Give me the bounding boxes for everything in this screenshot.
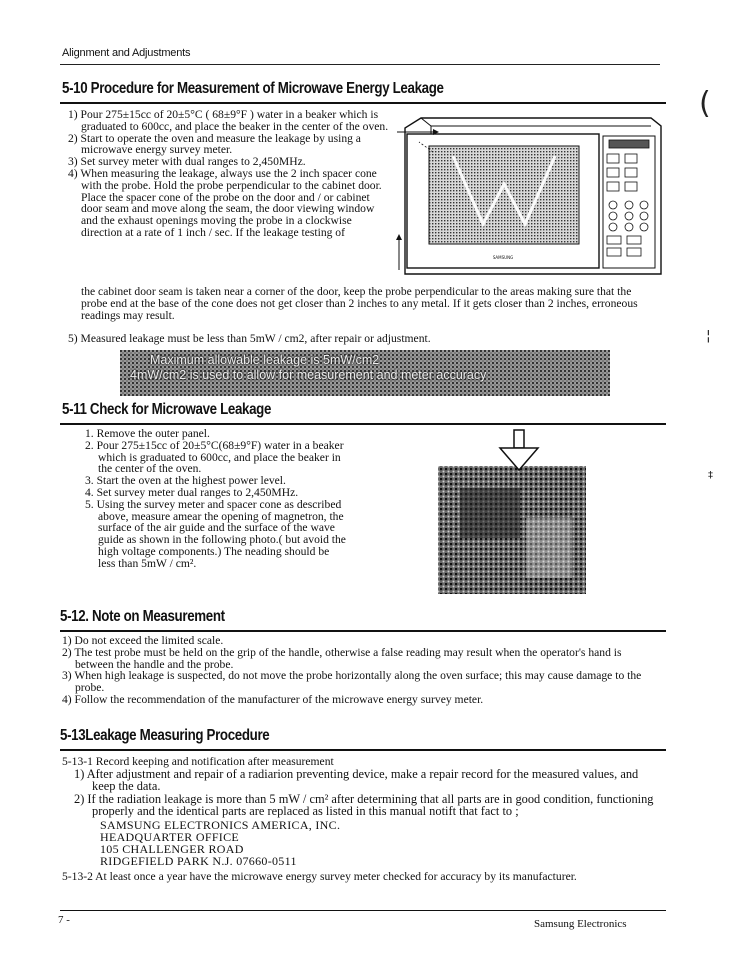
footer-brand: Samsung Electronics — [534, 918, 627, 930]
subsection-5-13-2: 5-13-2 At least once a year have the microwave energy survey meter checked for accuracy by its manufacturer. — [62, 869, 577, 883]
leakage-note-box — [120, 350, 610, 396]
step-5: 5) Measured leakage must be less than 5mW / cm2, after repair or adjustment. — [68, 332, 431, 345]
section-5-10-steps — [68, 109, 393, 239]
section-5-13-rule — [60, 749, 666, 751]
note-item-3: 3) When high leakage is suspected, do not move the probe horizontally along the oven surface; this may cause damage to the probe. — [62, 669, 642, 695]
note-text — [130, 353, 600, 383]
step-2: 2) Start to operate the oven and measure the leakage by using a microwave energy survey meter. — [68, 131, 361, 157]
page-number: 7 - — [58, 914, 70, 926]
check-step-5: 5. Using the survey meter and spacer cone as described above, measure amear the opening of magnetron, the surface of the air guide and the surface of the wave guide as shown in the following photo.( but avoid the high voltage components.) The neading should be less than 5mW / cm². — [85, 497, 346, 570]
margin-scan-mark-2: ¦ — [706, 328, 711, 344]
check-step-4: 4. Set survey meter dual ranges to 2,450MHz. — [85, 485, 299, 499]
step-4-continued: the cabinet door seam is taken near a corner of the door, keep the probe perpendicular to the areas making sure that the probe end at the base of the cone does not get closer than 2 inches to any metal. If it gets closer than 2 inches, erroneous readings may result. — [81, 285, 638, 322]
section-5-10-rule — [60, 102, 666, 104]
step-4: 4) When measuring the leakage, always use the 2 inch spacer cone with the probe. Hold the probe perpendicular to the cabinet door. Place the spacer cone of the probe on the door and / or cabinet door seam and move along the seam, the door viewing window and the exhaust openings moving the probe in a clockwise direction at a rate of 1 inch / sec. If the leakage testing of — [68, 166, 382, 239]
margin-scan-mark-3: ‡ — [708, 470, 713, 481]
section-5-11-rule — [60, 423, 666, 425]
note-item-4: 4) Follow the recommendation of the manufacturer of the microwave energy survey meter. — [62, 692, 484, 706]
svg-text:SAMSUNG: SAMSUNG — [492, 255, 514, 260]
address-street: 105 CHALLENGER ROAD — [100, 841, 244, 856]
note-item-1: 1) Do not exceed the limited scale. — [62, 634, 224, 647]
section-5-13-title: 5-13Leakage Measuring Procedure — [60, 727, 270, 744]
note-line-2: 4mW/cm2 is used to allow for measurement and meter accuracy — [130, 368, 487, 382]
address-office: HEADQUARTER OFFICE — [100, 829, 240, 844]
check-step-2: 2. Pour 275±15cc of 20±5°C(68±9°F) water in a beaker which is graduated to 600cc, and place the beaker in the center of the oven. — [85, 438, 344, 476]
address-city: RIDGEFIELD PARK N.J. 07660-0511 — [100, 853, 297, 868]
magnetron-photo — [430, 428, 590, 600]
subsection-5-13-1: 5-13-1 Record keeping and notification after measurement — [62, 755, 334, 768]
step-1: 1) Pour 275±15cc of 20±5°C ( 68±9°F ) water in a beaker which is graduated to 600cc, and place the beaker in the center of the oven. — [68, 108, 389, 133]
section-5-11-title: 5-11 Check for Microwave Leakage — [62, 401, 272, 418]
section-5-12-items — [62, 635, 662, 706]
footer-rule — [60, 910, 666, 911]
header-rule — [60, 64, 660, 65]
running-header: Alignment and Adjustments — [62, 47, 191, 59]
step-3: 3) Set survey meter with dual ranges to 2,450MHz. — [68, 155, 306, 169]
note-line-1: Maximum allowable leakage is 5mW/cm2 — [150, 353, 380, 367]
check-step-3: 3. Start the oven at the highest power level. — [85, 474, 286, 488]
record-item-1: 1) After adjustment and repair of a radiarion preventing device, make a repair record for the measured values, and keep the data. — [74, 766, 639, 794]
record-item-2: 2) If the radiation leakage is more than 5 mW / cm² after determining that all parts are in good condition, functioning properly and the identical parts are replaced as listed in this manual notift that fact to ; — [74, 791, 654, 819]
address-company: SAMSUNG ELECTRONICS AMERICA, INC. — [100, 817, 341, 832]
note-item-2: 2) The test probe must be held on the grip of the handle, otherwise a false reading may result when the operator's hand is between the handle and the probe. — [62, 645, 622, 671]
section-5-11-steps — [85, 428, 347, 570]
margin-scan-mark-1: ( — [699, 86, 711, 121]
microwave-oven-illustration — [393, 112, 665, 284]
section-5-10-title: 5-10 Procedure for Measurement of Microwave Energy Leakage — [62, 80, 444, 97]
contact-address — [62, 819, 662, 867]
section-5-13-body — [62, 756, 662, 883]
section-5-12-rule — [60, 630, 666, 632]
check-step-1: 1. Remove the outer panel. — [85, 427, 210, 440]
section-5-12-title: 5-12. Note on Measurement — [60, 608, 225, 625]
